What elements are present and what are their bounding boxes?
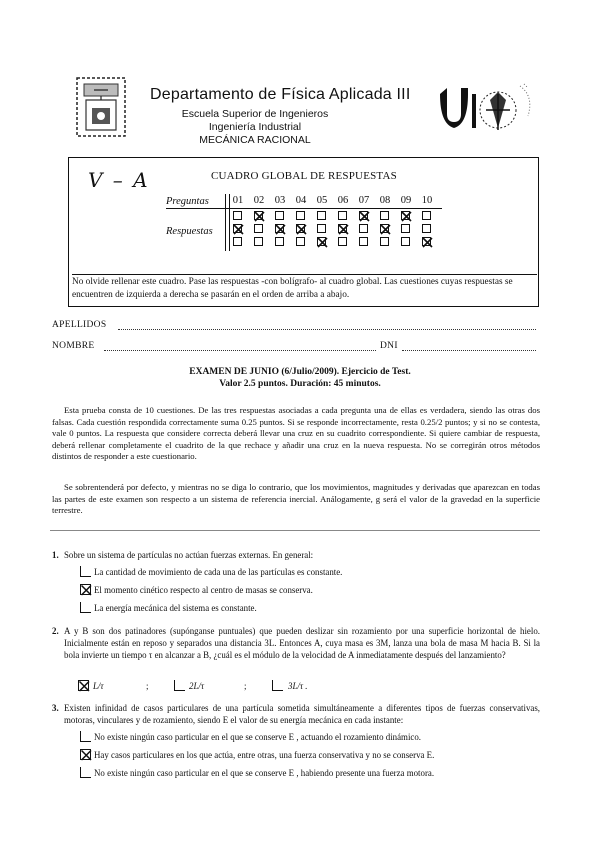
answer-grid-cell[interactable] xyxy=(296,224,305,233)
option-checkbox[interactable] xyxy=(80,584,91,595)
answer-grid-cell[interactable] xyxy=(401,211,410,220)
question-number: 1. xyxy=(52,550,59,560)
answer-grid-cell[interactable] xyxy=(401,237,410,246)
option-text: La energía mecánica del sistema es constante. xyxy=(94,603,257,613)
option-text: 3L/τ . xyxy=(288,681,308,691)
option-text: L/τ xyxy=(93,681,104,691)
question-3 xyxy=(52,702,540,726)
question-text: Existen infinidad de casos particulares de una partícula sometida simultáneamente a diferentes tipos de fuerzas conservativas, motoras, vinculares y de rozamiento, siendo E el valor de su energía mecánica en cada instante: xyxy=(64,703,540,725)
question-number-header: 10 xyxy=(421,195,433,206)
answer-grid-cell[interactable] xyxy=(317,237,326,246)
option-separator: ; xyxy=(244,681,247,691)
cross-mark-icon xyxy=(79,681,90,692)
university-logo-icon xyxy=(432,80,544,142)
answer-grid-cell[interactable] xyxy=(359,237,368,246)
option-checkbox[interactable] xyxy=(174,680,185,691)
section-divider xyxy=(50,530,540,531)
answer-grid-cell[interactable] xyxy=(422,224,431,233)
answer-grid-cell[interactable] xyxy=(233,211,242,220)
answer-grid-cell[interactable] xyxy=(422,211,431,220)
school-name: Escuela Superior de Ingenieros xyxy=(181,108,329,120)
option-text: No existe ningún caso particular en el que se conserve E , habiendo presente una fuerza motora. xyxy=(94,768,435,778)
question-number-header: 06 xyxy=(337,195,349,206)
instructions-paragraph: Esta prueba consta de 10 cuestiones. De las tres respuestas asociadas a cada pregunta una de ellas es verdadera, siendo las otras dos falsas. Cada cuestión respondida correctamente suma 0.25 puntos. Si se responde incorrectamente, resta 0.25/2 puntos; y si no se contesta, vale 0 puntos. La respuesta que considere correcta deberá llevar una cruz en su cuadrito correspondiente. Si quiere cambiar de respuesta, deberá rellenar completamente el cuadrito de la que rechace y añadir una cruz en la nueva respuesta. No se corregirán otros métodos distintos de responder a este cuestionario. xyxy=(52,405,540,462)
answer-grid-cell[interactable] xyxy=(296,237,305,246)
answer-grid-cell[interactable] xyxy=(359,211,368,220)
name-label: NOMBRE xyxy=(52,341,95,351)
answer-grid-cell[interactable] xyxy=(233,237,242,246)
answer-grid-cell[interactable] xyxy=(317,224,326,233)
option-checkbox[interactable] xyxy=(80,749,91,760)
question-number-header: 02 xyxy=(253,195,265,206)
question-2 xyxy=(52,625,540,661)
school-logo-icon xyxy=(74,76,128,138)
answer-grid-cell[interactable] xyxy=(317,211,326,220)
handwritten-exam-code: V – A xyxy=(88,168,150,192)
option-checkbox[interactable] xyxy=(80,731,91,742)
answer-grid-cell[interactable] xyxy=(338,211,347,220)
exam-subtitle: Valor 2.5 puntos. Duración: 45 minutos. xyxy=(219,379,381,389)
answer-grid-cell[interactable] xyxy=(422,237,431,246)
option-checkbox[interactable] xyxy=(272,680,283,691)
option-checkbox[interactable] xyxy=(80,566,91,577)
question-text: Sobre un sistema de partículas no actúan fuerzas externas. En general: xyxy=(64,550,314,560)
note-divider xyxy=(72,274,537,275)
instructions-paragraph: Se sobrentenderá por defecto, y mientras no se diga lo contrario, que los movimientos, magnitudes y derivadas que aparezcan en todas las partes de este examen son respecto a un sistema de referencia inercial. Análogamente, g será el valor de la gravedad en la superficie terrestre. xyxy=(52,482,540,516)
answer-box-note: No olvide rellenar este cuadro. Pase las respuestas -con bolígrafo- al cuadro global. Las cuestiones cuyas respuestas se encuentren de izquierda a derecha se pasarán en el orden de arriba a abajo. xyxy=(72,277,513,300)
question-number-header: 07 xyxy=(358,195,370,206)
option-separator: ; xyxy=(146,681,149,691)
question-number-header: 01 xyxy=(232,195,244,206)
name-field[interactable] xyxy=(104,342,376,351)
degree-name: Ingeniería Industrial xyxy=(208,121,302,133)
answer-grid-cell[interactable] xyxy=(338,224,347,233)
dni-field[interactable] xyxy=(402,342,536,351)
department-title: Departamento de Física Aplicada III xyxy=(150,86,411,103)
answer-grid-cell[interactable] xyxy=(275,237,284,246)
answer-box-divider xyxy=(166,208,442,209)
answer-grid-cell[interactable] xyxy=(359,224,368,233)
answer-grid-cell[interactable] xyxy=(296,211,305,220)
answers-row-label: Respuestas xyxy=(166,226,213,237)
answer-box-title: CUADRO GLOBAL DE RESPUESTAS xyxy=(211,170,397,182)
question-number: 3. xyxy=(52,703,59,713)
questions-row-label: Preguntas xyxy=(166,196,209,207)
answer-grid-cell[interactable] xyxy=(380,224,389,233)
question-number-header: 03 xyxy=(274,195,286,206)
answer-grid-cell[interactable] xyxy=(233,224,242,233)
question-number-header: 09 xyxy=(400,195,412,206)
option-checkbox[interactable] xyxy=(78,680,89,691)
question-number-header: 04 xyxy=(295,195,307,206)
answer-grid-cell[interactable] xyxy=(275,211,284,220)
answer-grid-cell[interactable] xyxy=(380,237,389,246)
cross-mark-icon xyxy=(81,750,92,761)
answer-grid-cell[interactable] xyxy=(401,224,410,233)
answer-grid-cell[interactable] xyxy=(254,237,263,246)
answer-grid-cell[interactable] xyxy=(380,211,389,220)
answer-grid-cell[interactable] xyxy=(254,224,263,233)
option-text: No existe ningún caso particular en el que se conserve E , actuando el rozamiento dinámico. xyxy=(94,732,422,742)
option-text: El momento cinético respecto al centro de masas se conserva. xyxy=(94,585,313,595)
surname-label: APELLIDOS xyxy=(52,320,107,330)
dni-label: DNI xyxy=(380,341,398,351)
question-1 xyxy=(52,549,540,561)
option-checkbox[interactable] xyxy=(80,767,91,778)
answer-grid-cell[interactable] xyxy=(275,224,284,233)
option-text: 2L/τ xyxy=(189,681,205,691)
question-number-header: 08 xyxy=(379,195,391,206)
option-text: Hay casos particulares en los que actúa, entre otras, una fuerza conservativa y no se conserva E. xyxy=(94,750,435,760)
question-number-header: 05 xyxy=(316,195,328,206)
subject-name: MECÁNICA RACIONAL xyxy=(199,134,311,146)
question-number: 2. xyxy=(52,626,59,636)
exam-title: EXAMEN DE JUNIO (6/Julio/2009). Ejercicio de Test. xyxy=(189,367,411,377)
option-checkbox[interactable] xyxy=(80,602,91,613)
option-text: La cantidad de movimiento de cada una de las partículas es constante. xyxy=(94,567,343,577)
question-text: A y B son dos patinadores (supónganse puntuales) que pueden deslizar sin rozamiento por una superficie horizontal de hielo. Inicialmente están en reposo y separados una distancia 3L. Entonces A, cuya masa es 3M, lanza una bola de masa M hacia B. Si la bola invierte un tiempo τ en alcanzar a B, ¿cuál es el módulo de la velocidad de A inmediatamente después del lanzamiento? xyxy=(64,626,540,660)
answer-grid-cell[interactable] xyxy=(338,237,347,246)
answer-grid-cell[interactable] xyxy=(254,211,263,220)
surname-field[interactable] xyxy=(118,321,536,330)
cross-mark-icon xyxy=(81,585,92,596)
